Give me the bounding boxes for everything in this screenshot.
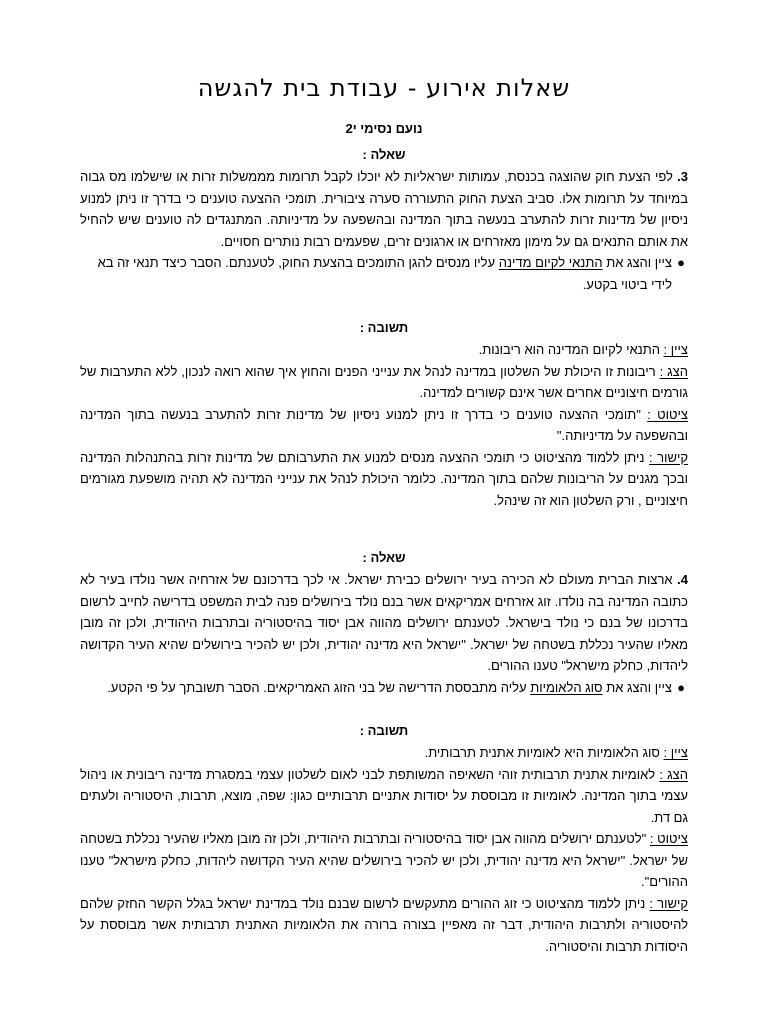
answer-text: התנאי לקיום המדינה הוא ריבונות. [478,342,664,357]
answer-text: ניתן ללמוד מהציטוט כי תומכי ההצעה מנסים למנוע את התערבותם של מדינות זרות בהתנהלות המדינה ובכך מגנים על הריבונות שלהם בתוך המדינה. כלומר היכולת לנהל את ענייני המדינה לא תהיה מושפעת מגורמים חיצוניים , ורק השלטון הוא זה שינהל. [80,449,688,508]
spacer [80,295,688,317]
answer-item [80,404,688,447]
section-question-4 [80,547,688,957]
spacer [80,698,688,720]
document-title: שאלות אירוע - עבודת בית להגשה [197,74,571,102]
question-number: 4. [677,572,688,587]
bullet-prefix: ציין והצג את [606,255,672,270]
answer-item [80,361,688,404]
answer-label: קישור : [649,449,688,465]
answer-label: ציין : [663,745,688,760]
answer-text: סוג הלאומיות היא לאומיות אתנית תרבותית. [424,745,664,760]
question-text [80,569,688,677]
question-text [80,166,688,252]
answer-heading: תשובה : [359,723,409,738]
answer-text: לאומיות אתנית תרבותית זוהי השאיפה המשותפת לבני לאום לשלטון עצמי במסגרת מדינה ריבונית או ניהול עצמי בתוך המדינה. לאומיות זו מבוססת על יסודות אתניים תרבותיים כגון: שפה, מוצא, תרבות, היסטוריה ולעתים גם דת. [80,766,688,825]
question-number: 3. [677,169,688,184]
question-heading: שאלה : [362,147,406,162]
task-bullet [80,252,688,295]
bullet-underlined: התנאי לקיום מדינה [498,255,603,270]
author-line: נועם נסימי י2 [345,121,423,136]
bullet-icon: ● [677,679,685,695]
answer-label: קישור : [649,895,688,911]
answer-item [80,447,688,512]
answer-text: ניתן ללמוד מהציטוט כי זוג ההורים מתעקשים לרשום שבנם נולד במדינת ישראל בגלל הקשר החזק שלהם להיסטוריה ולתרבות היהודית, דבר זה מאפיין בצורה ברורה את הלאומיות האתנית תרבותית אשר מבוססת על היסודות תרבות והיסטוריה. [80,895,688,954]
bullet-underlined: סוג הלאומיות [530,679,603,695]
answer-text: "לטענתם ירושלים מהווה אבן יסוד בהיסטוריה ובתרבות היהודית, ולכן זה מובן מאליו שהעיר נכללת בשטחה של ישראל. "ישראל היא מדינה יהודית, ולכן יש להכיר בירושלים שהיא העיר הקדושה ליהדות, כחלק מישראל" טענו ההורים". [80,831,688,889]
answer-text: ריבונות זו היכולת של השלטון במדינה לנהל את ענייני הפנים והחוץ איך שהוא רואה לנכון, ללא התערבות של גורמים חיצוניים אחרים אשר אינם קשורים למדינה. [80,363,688,400]
bullet-prefix: ציין והצג את [606,679,672,695]
bullet-suffix: עליה מתבססת הדרישה של בני הזוג האמריקאים. הסבר תשובתך על פי הקטע. [107,679,527,695]
answer-label: ציטוט : [649,831,688,846]
answer-label: הצג : [659,363,689,379]
answer-item [80,742,688,764]
answer-text: "תומכי ההצעה טוענים כי בדרך זו ניתן למנוע ניסיון של מדינות זרות להתערב בנעשה בתוך המדינה ובהשפעה על מדיניותה." [80,406,688,443]
section-question-3 [80,144,688,511]
answer-item [80,339,688,361]
answer-item [80,828,688,893]
answer-label: הצג : [659,766,688,782]
answer-heading: תשובה : [359,320,409,335]
bullet-suffix: עליו מנסים להגן התומכים בהצעת החוק, לטענתם. הסבר כיצד תנאי זה בא לידי ביטוי בקטע. [97,255,672,292]
bullet-icon: ● [677,255,685,270]
answer-label: ציין : [663,342,688,357]
answer-label: ציטוט : [647,406,688,422]
spacer [80,511,688,547]
question-body: ארצות הברית מעולם לא הכירה בעיר ירושלים כבירת ישראל. אי לכך בדרכונם של אזרחיה אשר נולדו בעיר לא כתובה המדינה בה נולדו. זוג אזרחים אמריקאים אשר בנם נולד בירושלים פנה לבית המשפט בדרישה לחייב לרשום בדרכונו של בנם כי נולד בישראל. לטענתם ירושלים מהווה אבן יסוד בהיסטוריה ובתרבות היהודית, ולכן זה מובן מאליו שהעיר נכללת בשטחה של ישראל. "ישראל היא מדינה יהודית, ולכן יש להכיר בירושלים שהיא העיר הקדושה ליהדות, כחלק מישראל" טענו ההורים. [80,572,688,673]
question-heading: שאלה : [362,550,406,565]
answer-item [80,764,688,829]
question-body: לפי הצעת חוק שהוצגה בכנסת, עמותות ישראליות לא יוכלו לקבל תרומות מממשלות זרות או שישלמו מס גבוה במיוחד על תרומות אלו. סביב הצעת החוק התעוררה סערה ציבורית. תומכי ההצעה טוענים כי בדרך זו ניתן למנוע ניסיון של מדינות זרות להתערב בנעשה בתוך המדינה ובהשפעה על מדיניותה. המתנגדים לה טוענים שיש להחיל את אותם התנאים גם על מימון מאזרחים או ארגונים זרים, שפעמים רבות נותרים חסויים. [80,169,688,249]
answer-item [80,893,688,958]
document-page [80,68,688,957]
task-bullet [80,677,688,699]
